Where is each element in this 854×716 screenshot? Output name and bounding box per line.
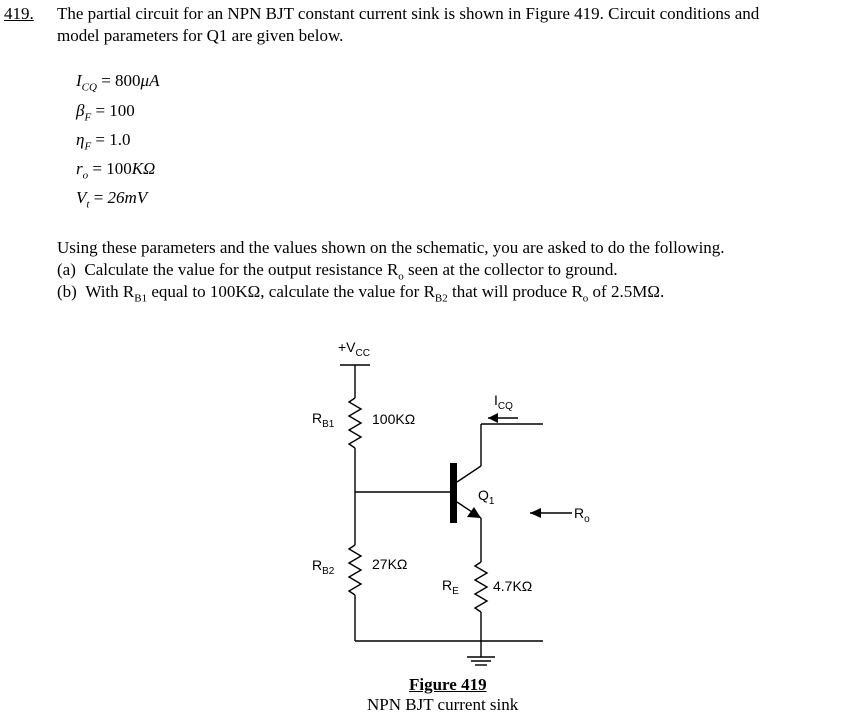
instruction-a: (a) Calculate the value for the output resistance $R_o$ seen at the collector to ground. bbox=[57, 260, 618, 283]
rb2-value: 27KΩ bbox=[372, 556, 408, 572]
figure-caption: NPN BJT current sink bbox=[367, 695, 519, 714]
param-beta: $\beta_F = 100$ bbox=[76, 101, 135, 124]
instruction-b: (b) With $R_{B1}$ equal to 100KΩ, calculate the value for $R_{B2}$ that will produce $R_o$ of 2.5MΩ. bbox=[57, 282, 665, 305]
q1-label: $Q_1$ bbox=[478, 487, 495, 507]
problem-statement-line2: model parameters for Q1 are given below. bbox=[57, 26, 344, 45]
problem-number: 419. bbox=[4, 4, 34, 23]
problem-statement-line1: The partial circuit for an NPN BJT constant current sink is shown in Figure 419. Circuit conditions and bbox=[57, 4, 760, 23]
rb2-label: $R_{B2}$ bbox=[312, 557, 335, 577]
rb1-resistor bbox=[349, 398, 361, 448]
collector-lead bbox=[457, 466, 481, 482]
ro-label: $R_o$ bbox=[574, 505, 590, 525]
param-ro: $r_o = 100K\Omega$ bbox=[76, 159, 156, 182]
transistor-base-bar bbox=[450, 463, 457, 523]
re-label: $R_E$ bbox=[442, 577, 459, 597]
rb1-label: $R_{B1}$ bbox=[312, 410, 335, 430]
emitter-arrowhead bbox=[467, 507, 481, 518]
icq-label: $I_{CQ}$ bbox=[494, 392, 513, 412]
param-eta: $\eta_F = 1.0$ bbox=[76, 130, 131, 153]
rb1-value: 100KΩ bbox=[372, 411, 416, 427]
figure-title: Figure 419 bbox=[409, 675, 487, 694]
re-resistor bbox=[475, 562, 487, 612]
param-vt: $V_t = 26mV$ bbox=[76, 188, 148, 211]
vcc-label: $+V_{CC}$ bbox=[338, 339, 370, 359]
rb2-resistor bbox=[349, 545, 361, 595]
param-icq: $I_{CQ} = 800\mu A$ bbox=[76, 71, 160, 94]
re-value: 4.7KΩ bbox=[493, 578, 533, 594]
instructions-intro: Using these parameters and the values shown on the schematic, you are asked to do the following. bbox=[57, 238, 725, 257]
